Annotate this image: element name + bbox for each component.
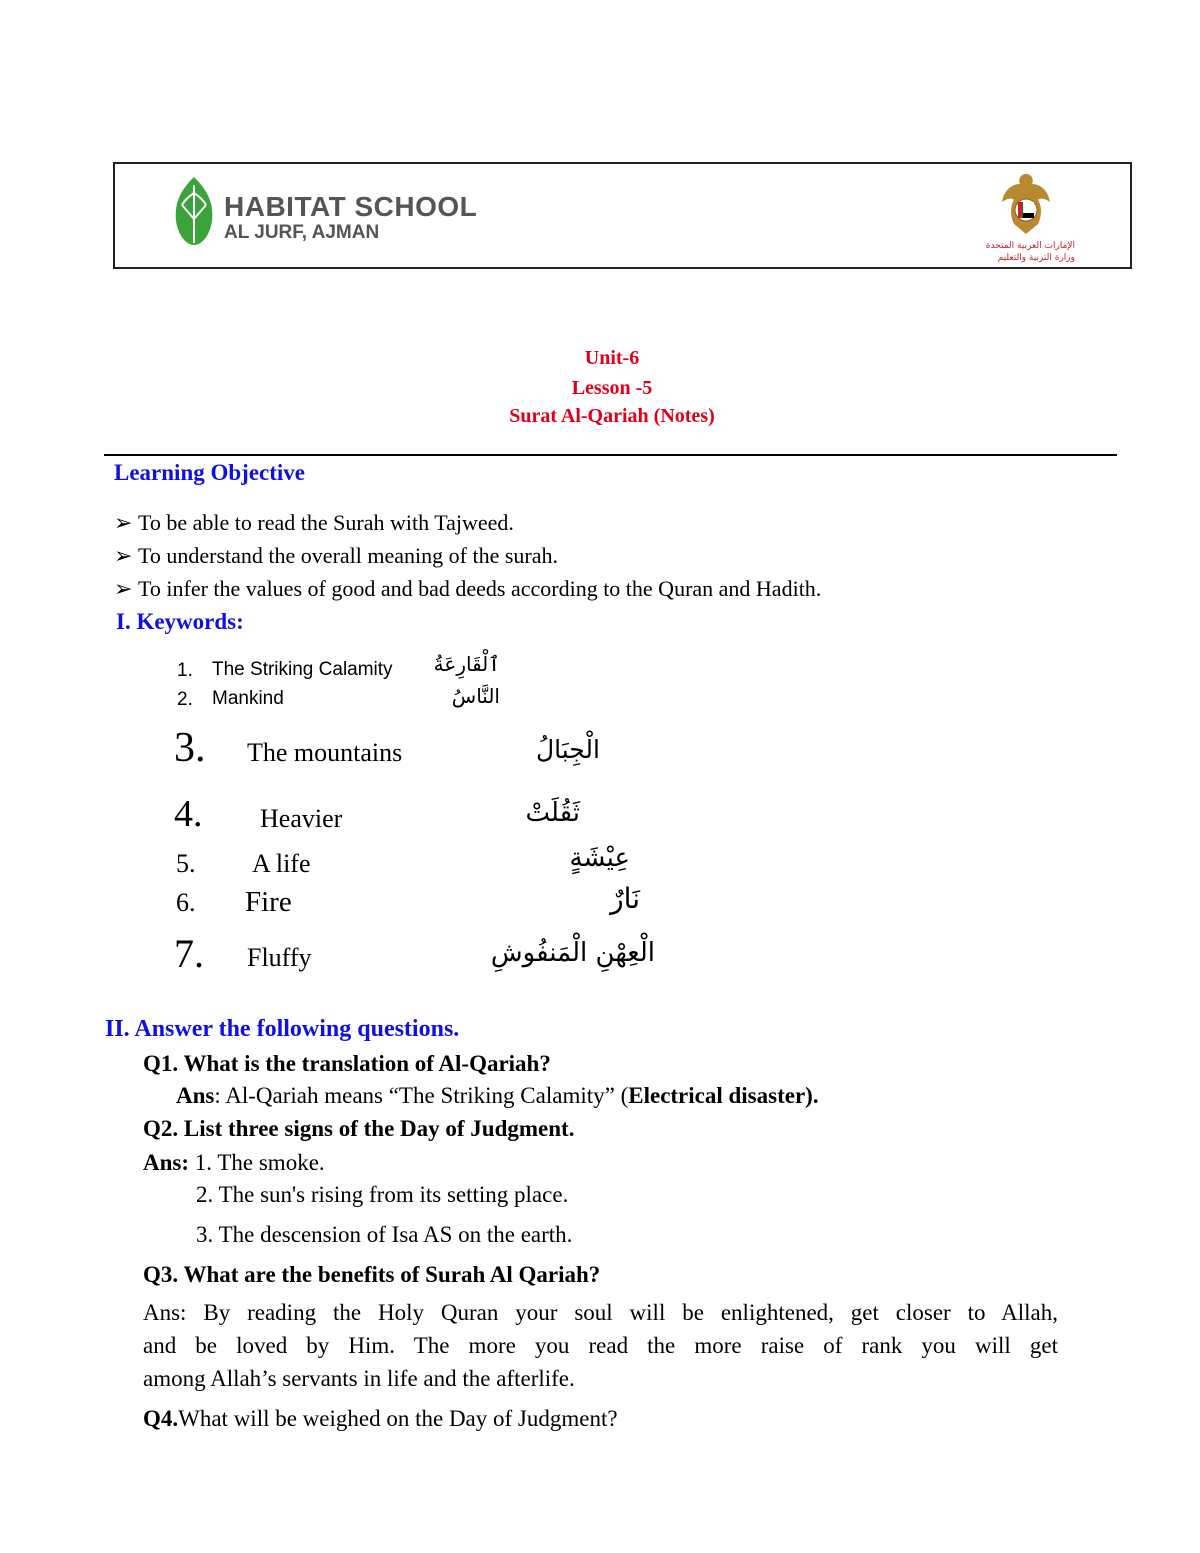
uae-falcon-emblem-icon [1000, 170, 1052, 238]
arrow-bullet-icon: ➢ [114, 510, 133, 535]
keyword-arabic: عِيْشَةٍ [569, 843, 630, 873]
school-name: HABITAT SCHOOL [224, 191, 478, 222]
answer-3-line: Ans: By reading the Holy Quran your soul will be enlightened, get closer to Allah, [143, 1300, 1058, 1325]
objective-item: ➢ To be able to read the Surah with Tajweed. [114, 510, 514, 535]
questions-heading: II. Answer the following questions. [105, 1016, 460, 1042]
keyword-english: Mankind [212, 688, 284, 709]
keyword-number: 6. [176, 888, 196, 917]
surah-title: Surat Al-Qariah (Notes) [509, 405, 715, 427]
objective-item: ➢ To understand the overall meaning of the surah. [114, 543, 558, 568]
ministry-name-line2: وزارة التربية والتعليم [997, 253, 1075, 263]
answer-1: Ans: Al-Qariah means “The Striking Calamity” (Electrical disaster). [176, 1083, 819, 1108]
keyword-arabic: نَارٌ [610, 882, 640, 915]
keyword-english: A life [252, 849, 311, 878]
keyword-number: 5. [176, 849, 196, 878]
school-leaf-logo-icon [172, 175, 216, 247]
unit-title: Unit-6 [584, 347, 640, 369]
answer-2-item: 2. The sun's rising from its setting place. [196, 1182, 569, 1207]
keyword-arabic: الْعِهْنِ الْمَنفُوشِ [490, 938, 655, 968]
keywords-heading: I. Keywords: [116, 609, 244, 634]
keyword-english: Fluffy [247, 943, 312, 972]
answer-3-line: and be loved by Him. The more you read the more raise of rank you will get [143, 1333, 1058, 1358]
answer-2-item: 3. The descension of Isa AS on the earth. [196, 1222, 573, 1247]
keyword-english: The mountains [247, 738, 403, 767]
keyword-number: 3. [174, 725, 206, 771]
question-4: Q4.What will be weighed on the Day of Judgment? [143, 1406, 618, 1431]
divider-line [104, 454, 1117, 456]
keyword-arabic: الْجِبَالُ [535, 735, 600, 764]
keyword-number: 7. [174, 931, 204, 976]
keyword-english: The Striking Calamity [212, 659, 393, 680]
answer-3-line: among Allah’s servants in life and the afterlife. [143, 1366, 575, 1391]
ministry-name-line1: الإمارات العربية المتحدة [985, 241, 1075, 251]
arrow-bullet-icon: ➢ [114, 543, 133, 568]
learning-objective-heading: Learning Objective [114, 460, 305, 485]
objective-item: ➢ To infer the values of good and bad deeds according to the Quran and Hadith. [114, 576, 822, 601]
keyword-number: 2. [177, 689, 193, 710]
keyword-arabic: ٱلْقَارِعَةُ [433, 652, 500, 676]
school-location: AL JURF, AJMAN [224, 222, 380, 243]
answer-2-item: Ans: 1. The smoke. [143, 1150, 325, 1175]
keyword-number: 4. [174, 793, 203, 835]
keyword-english: Fire [245, 886, 292, 918]
arrow-bullet-icon: ➢ [114, 576, 133, 601]
keyword-arabic: ثَقُلَتْ [525, 798, 580, 828]
keyword-arabic: النَّاسُ [451, 684, 500, 708]
lesson-title: Lesson -5 [571, 377, 653, 399]
question-2: Q2. List three signs of the Day of Judgment. [143, 1116, 575, 1141]
question-1: Q1. What is the translation of Al-Qariah? [143, 1051, 551, 1076]
keyword-number: 1. [177, 660, 193, 681]
keyword-english: Heavier [260, 804, 343, 833]
question-3: Q3. What are the benefits of Surah Al Qariah? [143, 1262, 601, 1287]
